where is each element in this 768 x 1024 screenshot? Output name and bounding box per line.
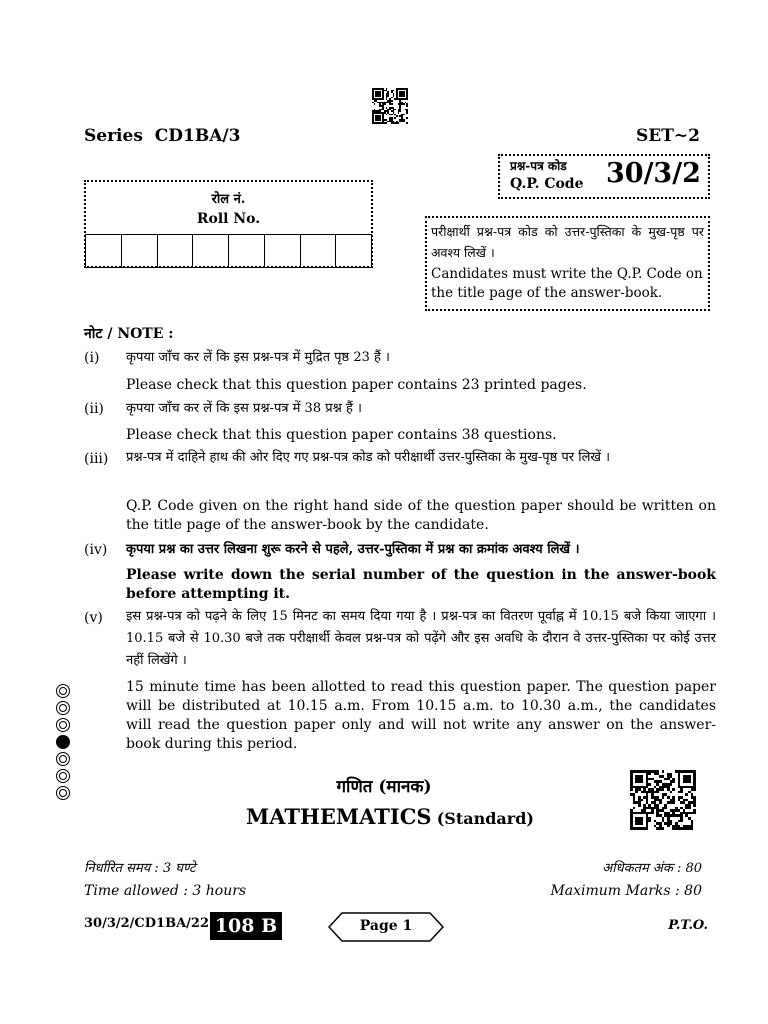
- footer-code: 30/3/2/CD1BA/22: [84, 916, 210, 931]
- note-num-5: (v): [84, 610, 103, 626]
- max-marks-hi: अधिकतम अंक : 80: [602, 861, 702, 876]
- roll-number-cell[interactable]: [301, 234, 337, 268]
- roll-number-cell[interactable]: [229, 234, 265, 268]
- roll-number-cells[interactable]: [85, 234, 372, 268]
- time-allowed-en: Time allowed : 3 hours: [84, 883, 247, 899]
- note-hi-3: प्रश्न-पत्र में दाहिने हाथ की ओर दिए गए प्रश्न-पत्र कोड को परीक्षार्थी उत्तर-पुस्तिका के मुख-पृष्ठ पर लिखें ।: [126, 450, 611, 465]
- note-en-4: Please write down the serial number of the question in the answer-book before attempting it.: [126, 567, 716, 602]
- note-en-2: Please check that this question paper contains 38 questions.: [126, 427, 557, 443]
- note-hi-5: इस प्रश्न-पत्र को पढ़ने के लिए 15 मिनट का समय दिया गया है । प्रश्न-पत्र का वितरण पूर्वाह्न में 10.15 बजे किया जाएगा । 10.15 बजे से 10.30 बजे तक परीक्षार्थी केवल प्रश्न-पत्र को पढ़ेंगे और इस अवधि के दौरान वे उत्तर-पुस्तिका पर कोई उत्तर नहीं लिखेंगे ।: [126, 609, 716, 668]
- pto-label: P.T.O.: [668, 918, 708, 933]
- qr-code-subject: [630, 770, 696, 830]
- qr-module: [693, 827, 696, 830]
- roll-number-cell[interactable]: [122, 234, 158, 268]
- roll-label-hi: रोल नं.: [211, 192, 246, 207]
- time-allowed-hi: निर्धारित समय : 3 घण्टे: [84, 861, 196, 876]
- qp-code-value: 30/3/2: [606, 158, 701, 189]
- roll-number-cell[interactable]: [265, 234, 301, 268]
- roll-label-en: Roll No.: [196, 211, 261, 227]
- note-num-2: (ii): [84, 401, 104, 417]
- max-marks-en: Maximum Marks : 80: [550, 883, 702, 899]
- note-heading: नोट / NOTE :: [84, 326, 174, 342]
- subject-variant: (Standard): [436, 809, 534, 828]
- roll-number-cell[interactable]: [85, 234, 122, 268]
- margin-circle: [56, 684, 70, 698]
- note-num-3: (iii): [84, 451, 109, 467]
- qp-code-label-en: Q.P. Code: [510, 176, 584, 192]
- roll-number-box: [84, 180, 373, 268]
- note-num-1: (i): [84, 350, 100, 366]
- note-hi-4: कृपया प्रश्न का उत्तर लिखना शुरू करने से पहले, उत्तर-पुस्तिका में प्रश्न का क्रमांक अवश्य लिखें ।: [126, 542, 580, 557]
- note-en-3: Q.P. Code given on the right hand side of the question paper should be written on the title page of the answer-book by the candidate.: [126, 498, 716, 533]
- set-label: SET~2: [636, 126, 700, 146]
- margin-circle: [56, 752, 70, 766]
- subject-title-en: MATHEMATICS: [246, 804, 432, 829]
- instruction-hi: परीक्षार्थी प्रश्न-पत्र कोड को उत्तर-पुस्तिका के मुख-पृष्ठ पर अवश्य लिखें ।: [431, 224, 704, 260]
- subject-title-hi: गणित (मानक): [336, 777, 432, 797]
- qr-code-top: [372, 88, 408, 124]
- note-num-4: (iv): [84, 542, 108, 558]
- margin-circle: [56, 718, 70, 732]
- margin-circle: [56, 701, 70, 715]
- page-label: Page 1: [359, 918, 413, 934]
- qr-module: [406, 122, 408, 124]
- page-indicator: [328, 912, 444, 942]
- note-hi-1: कृपया जाँच कर लें कि इस प्रश्न-पत्र में मुद्रित पृष्ठ 23 हैं ।: [126, 350, 390, 365]
- note-en-1: Please check that this question paper contains 23 printed pages.: [126, 377, 587, 393]
- margin-circle-filled: [56, 735, 70, 749]
- note-hi-2: कृपया जाँच कर लें कि इस प्रश्न-पत्र में 38 प्रश्न हैं ।: [126, 401, 362, 416]
- instruction-box: [425, 216, 710, 311]
- instruction-en: Candidates must write the Q.P. Code on the title page of the answer-book.: [431, 266, 703, 301]
- roll-number-cell[interactable]: [336, 234, 372, 268]
- note-en-5: 15 minute time has been allotted to read this question paper. The question paper will be distributed at 10.15 a.m. From 10.15 a.m. to 10.30 a.m., the candidates will read the question paper only and will not write any answer on the answer-book during this period.: [126, 679, 716, 752]
- qp-code-box: [498, 154, 710, 199]
- roll-number-cell[interactable]: [158, 234, 194, 268]
- qp-code-label-hi: प्रश्न-पत्र कोड: [510, 159, 567, 173]
- footer-badge: 108 B: [210, 912, 282, 940]
- roll-number-cell[interactable]: [193, 234, 229, 268]
- series-label: Series CD1BA/3: [84, 126, 241, 146]
